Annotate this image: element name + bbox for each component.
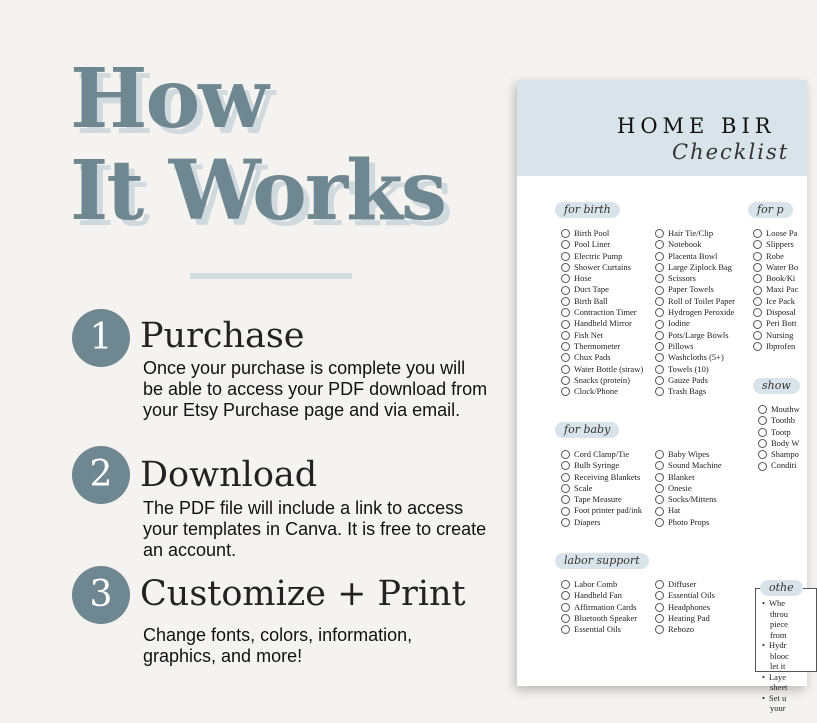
for-birth-item-label: Scissors: [668, 273, 696, 284]
labor-support-item-label: Rebozo: [668, 624, 694, 635]
title-underline: [190, 273, 352, 279]
checkbox-circle-icon: [561, 461, 570, 470]
for-birth-item-label: Handheld Mirror: [574, 318, 632, 329]
for-baby-item: [655, 517, 722, 528]
for-postpartum-item: [753, 251, 798, 262]
for-birth-item: [561, 296, 643, 307]
other-notes-list: [762, 598, 789, 714]
other-note-line: sheet: [770, 682, 788, 692]
for-postpartum-item: [753, 330, 798, 341]
for-birth-item-label: Contraction Timer: [574, 307, 637, 318]
checkbox-circle-icon: [753, 252, 762, 261]
checkbox-circle-icon: [561, 603, 570, 612]
for-birth-item: [655, 386, 735, 397]
for-birth-item: [561, 386, 643, 397]
checkbox-circle-icon: [561, 286, 570, 295]
for-birth-item: [561, 284, 643, 295]
shower-item-label: Mouthw: [771, 404, 800, 414]
for-birth-item-label: Hose: [574, 273, 592, 284]
for-birth-item-label: Notebook: [668, 239, 702, 250]
checkbox-circle-icon: [655, 518, 664, 527]
for-birth-item: [561, 307, 643, 318]
for-birth-item: [561, 318, 643, 329]
for-birth-list-1: [561, 228, 643, 397]
checkbox-circle-icon: [655, 387, 664, 396]
for-birth-item: [655, 364, 735, 375]
for-baby-item-label: Photo Props: [668, 516, 710, 527]
shower-item-label: Shampo: [771, 449, 799, 460]
for-birth-item-label: Electric Pump: [574, 250, 623, 261]
other-note-line: throu: [770, 608, 788, 619]
for-baby-item: [561, 460, 642, 471]
checkbox-circle-icon: [753, 308, 762, 317]
for-baby-item: [655, 460, 722, 471]
checkbox-circle-icon: [561, 331, 570, 340]
other-note-line: • Laye: [762, 672, 789, 683]
for-baby-item-label: Foot printer pad/ink: [574, 505, 642, 516]
checkbox-circle-icon: [655, 252, 664, 261]
step-2-title: Download: [140, 455, 318, 495]
checkbox-circle-icon: [561, 518, 570, 527]
for-birth-item-label: Placenta Bowl: [668, 250, 718, 261]
checkbox-circle-icon: [753, 331, 762, 340]
for-birth-item: [655, 352, 735, 363]
for-baby-list-1: [561, 449, 642, 528]
labor-support-list-1: [561, 579, 637, 635]
for-baby-item: [561, 483, 642, 494]
for-birth-item: [561, 341, 643, 352]
checkbox-circle-icon: [655, 274, 664, 283]
shower-item: [758, 438, 800, 449]
checkbox-circle-icon: [753, 274, 762, 283]
checkbox-circle-icon: [561, 229, 570, 238]
for-birth-item: [561, 262, 643, 273]
step-3-title: Customize + Print: [140, 574, 466, 614]
checkbox-circle-icon: [561, 263, 570, 272]
other-note-line: blooc: [770, 650, 789, 661]
for-postpartum-item: [753, 273, 798, 284]
for-birth-item-label: Fish Net: [574, 329, 604, 340]
checkbox-circle-icon: [561, 450, 570, 459]
shower-item-label: Conditi: [771, 460, 797, 471]
checkbox-circle-icon: [655, 450, 664, 459]
labor-support-item: [655, 602, 715, 613]
for-birth-item: [561, 239, 643, 250]
checkbox-circle-icon: [758, 405, 767, 414]
labor-support-item-label: Labor Comb: [574, 579, 618, 589]
for-baby-item: [655, 472, 722, 483]
checkbox-circle-icon: [561, 240, 570, 249]
for-postpartum-item: [753, 239, 798, 250]
for-birth-item: [655, 341, 735, 352]
checkbox-circle-icon: [561, 376, 570, 385]
for-birth-item-label: Water Bottle (straw): [574, 363, 644, 374]
checkbox-circle-icon: [561, 591, 570, 600]
checkbox-circle-icon: [561, 387, 570, 396]
for-baby-item-label: Onesie: [668, 482, 692, 493]
for-postpartum-item-label: Ibprofen: [766, 340, 796, 351]
for-postpartum-item: [753, 284, 798, 295]
other-note-line: • Hydr: [762, 640, 789, 651]
for-baby-item: [561, 494, 642, 505]
checkbox-circle-icon: [655, 353, 664, 362]
checkbox-circle-icon: [655, 591, 664, 600]
for-birth-item: [561, 251, 643, 262]
for-birth-item: [561, 364, 643, 375]
checkbox-circle-icon: [561, 473, 570, 482]
section-label-for-baby: for baby: [555, 422, 619, 438]
for-baby-item: [561, 505, 642, 516]
for-birth-item-label: Roll of Toilet Paper: [668, 295, 736, 306]
checkbox-circle-icon: [753, 240, 762, 249]
checkbox-circle-icon: [753, 229, 762, 238]
checkbox-circle-icon: [655, 263, 664, 272]
labor-support-item-label: Handheld Fan: [574, 590, 622, 601]
for-birth-item-label: Pool Liner: [574, 239, 611, 250]
checkbox-circle-icon: [655, 342, 664, 351]
for-birth-item: [561, 273, 643, 284]
step-2-number-badge: 2: [72, 446, 130, 504]
shower-item: [758, 415, 800, 426]
for-baby-item: [655, 449, 722, 460]
for-birth-item-label: Duct Tape: [574, 284, 609, 295]
for-birth-item: [655, 228, 735, 239]
checkbox-circle-icon: [753, 342, 762, 351]
for-birth-item: [561, 375, 643, 386]
checkbox-circle-icon: [655, 297, 664, 306]
checkbox-circle-icon: [561, 484, 570, 493]
for-birth-item-label: Paper Towels: [668, 284, 714, 295]
for-birth-item-label: Snacks (protein): [574, 374, 630, 385]
for-postpartum-item-label: Ice Pack: [766, 295, 796, 306]
for-birth-item-label: Pots/Large Bowls: [668, 329, 729, 340]
checkbox-circle-icon: [758, 416, 767, 425]
for-postpartum-item-label: Nursing: [766, 329, 794, 340]
checkbox-circle-icon: [561, 625, 570, 634]
for-postpartum-item: [753, 341, 798, 352]
other-note-line: • Whe: [762, 598, 789, 609]
page-title-line2: It Works: [70, 143, 446, 239]
checkbox-circle-icon: [753, 297, 762, 306]
section-label-labor-support: labor support: [555, 553, 649, 569]
for-birth-item-label: Hair Tie/Clip: [668, 228, 714, 238]
checkbox-circle-icon: [655, 614, 664, 623]
labor-support-item-label: Heating Pad: [668, 612, 710, 623]
labor-support-item: [655, 613, 715, 624]
for-birth-item: [655, 262, 735, 273]
for-postpartum-item-label: Peri Bott: [766, 318, 797, 329]
checkbox-circle-icon: [753, 320, 762, 329]
for-birth-item: [655, 284, 735, 295]
checkbox-circle-icon: [655, 484, 664, 493]
for-birth-item: [561, 352, 643, 363]
checkbox-circle-icon: [561, 252, 570, 261]
for-baby-item: [561, 517, 642, 528]
step-1-description: Once your purchase is complete you will be able to access your PDF download from your Etsy Purchase page and via email.: [143, 358, 488, 420]
checkbox-circle-icon: [655, 495, 664, 504]
checkbox-circle-icon: [655, 331, 664, 340]
for-baby-item: [561, 472, 642, 483]
for-baby-item-label: Socks/Mittens: [668, 494, 717, 505]
checkbox-circle-icon: [758, 428, 767, 437]
checkbox-circle-icon: [655, 365, 664, 374]
for-postpartum-item-label: Robe: [766, 250, 784, 261]
for-postpartum-item-label: Loose Pa: [766, 228, 798, 238]
section-label-for-postpartum: for p: [748, 202, 793, 218]
labor-support-list-2: [655, 579, 715, 635]
for-baby-item-label: Blanket: [668, 471, 695, 482]
checkbox-circle-icon: [561, 308, 570, 317]
for-baby-item-label: Receiving Blankets: [574, 471, 641, 482]
other-note-line: let it: [770, 661, 786, 671]
step-1-title: Purchase: [140, 316, 305, 356]
for-birth-item-label: Gauze Pads: [668, 374, 708, 385]
for-birth-item-label: Birth Ball: [574, 295, 608, 306]
shower-item-label: Toothb: [771, 415, 795, 426]
other-note-line: from: [770, 629, 787, 640]
for-birth-item: [655, 239, 735, 250]
checkbox-circle-icon: [753, 286, 762, 295]
checkbox-circle-icon: [655, 320, 664, 329]
labor-support-item: [655, 624, 715, 635]
shower-list: [758, 404, 800, 472]
other-note-line: piece: [770, 619, 788, 629]
for-postpartum-item: [753, 318, 798, 329]
for-postpartum-item-label: Slippers: [766, 239, 794, 250]
checkbox-circle-icon: [655, 240, 664, 249]
checkbox-circle-icon: [655, 473, 664, 482]
for-baby-item-label: Hat: [668, 505, 681, 516]
other-note-line: your: [770, 703, 786, 713]
for-baby-item-label: Diapers: [574, 516, 601, 527]
for-baby-item-label: Bulb Syringe: [574, 460, 620, 471]
checkbox-circle-icon: [561, 297, 570, 306]
checkbox-circle-icon: [655, 461, 664, 470]
for-birth-item: [561, 228, 643, 239]
for-baby-item: [655, 483, 722, 494]
for-birth-item: [655, 251, 735, 262]
for-baby-item-label: Scale: [574, 482, 593, 493]
for-birth-item-label: Large Ziplock Bag: [668, 261, 733, 272]
for-birth-item-label: Birth Pool: [574, 228, 610, 238]
for-baby-item-label: Tape Measure: [574, 494, 622, 505]
for-birth-item-label: Chux Pads: [574, 352, 611, 363]
sheet-title: HOME BIR: [617, 114, 776, 138]
for-baby-item: [655, 494, 722, 505]
checkbox-circle-icon: [758, 462, 767, 471]
for-postpartum-item: [753, 228, 798, 239]
labor-support-item: [561, 579, 637, 590]
for-baby-item: [561, 449, 642, 460]
for-postpartum-item-label: Book/Ki: [766, 273, 796, 284]
shower-item-label: Tootp: [771, 426, 791, 437]
checkbox-circle-icon: [561, 342, 570, 351]
for-baby-item: [655, 505, 722, 516]
other-note-line: • Set u: [762, 693, 789, 704]
shower-item: [758, 427, 800, 438]
checkbox-circle-icon: [561, 320, 570, 329]
checkbox-circle-icon: [655, 229, 664, 238]
checkbox-circle-icon: [561, 580, 570, 589]
checkbox-circle-icon: [655, 580, 664, 589]
for-birth-item: [655, 307, 735, 318]
sheet-subtitle: Checklist: [672, 140, 790, 164]
page-title-line1: How: [70, 51, 267, 147]
for-birth-item-label: Thermometer: [574, 340, 621, 351]
for-birth-item: [655, 273, 735, 284]
for-birth-item-label: Trash Bags: [668, 386, 707, 397]
shower-item: [758, 449, 800, 460]
checkbox-circle-icon: [561, 507, 570, 516]
step-2-description: The PDF file will include a link to access your templates in Canva. It is free to create an account.: [143, 498, 487, 560]
for-birth-item-label: Hydrogen Peroxide: [668, 307, 735, 318]
checkbox-circle-icon: [758, 450, 767, 459]
checkbox-circle-icon: [655, 507, 664, 516]
for-birth-item: [561, 330, 643, 341]
for-birth-item: [655, 375, 735, 386]
for-postpartum-item: [753, 296, 798, 307]
labor-support-item-label: Affirmation Cards: [574, 601, 637, 612]
for-postpartum-item-label: Water Bo: [766, 261, 799, 272]
checkbox-circle-icon: [561, 274, 570, 283]
for-birth-item-label: Washcloths (5+): [668, 352, 724, 363]
checkbox-circle-icon: [753, 263, 762, 272]
for-postpartum-item-label: Maxi Pac: [766, 284, 799, 295]
for-baby-item-label: Cord Clamp/Tie: [574, 449, 630, 459]
for-postpartum-item: [753, 262, 798, 273]
for-birth-item-label: Pillows: [668, 340, 694, 351]
checkbox-circle-icon: [655, 625, 664, 634]
for-postpartum-item-label: Disposal: [766, 307, 796, 318]
for-birth-item: [655, 318, 735, 329]
for-birth-item: [655, 330, 735, 341]
checkbox-circle-icon: [655, 376, 664, 385]
labor-support-item: [561, 602, 637, 613]
labor-support-item-label: Essential Oils: [668, 590, 715, 601]
section-label-for-birth: for birth: [555, 202, 620, 218]
labor-support-item-label: Essential Oils: [574, 624, 621, 635]
checkbox-circle-icon: [561, 353, 570, 362]
labor-support-item-label: Bluetooth Speaker: [574, 612, 638, 623]
section-label-other: othe: [760, 580, 803, 596]
for-baby-item-label: Sound Machine: [668, 460, 722, 471]
for-birth-list-2: [655, 228, 735, 397]
step-3-description: Change fonts, colors, information, graphics, and more!: [143, 625, 413, 666]
checkbox-circle-icon: [561, 614, 570, 623]
labor-support-item-label: Headphones: [668, 601, 711, 612]
for-birth-item-label: Clock/Phone: [574, 386, 618, 397]
shower-item-label: Body W: [771, 437, 800, 448]
labor-support-item: [561, 613, 637, 624]
for-baby-list-2: [655, 449, 722, 528]
for-birth-item-label: Shower Curtains: [574, 261, 631, 272]
checkbox-circle-icon: [561, 365, 570, 374]
for-baby-item-label: Baby Wipes: [668, 449, 710, 459]
labor-support-item: [561, 590, 637, 601]
step-3-number-badge: 3: [72, 566, 130, 624]
for-birth-item-label: Towels (10): [668, 363, 709, 374]
checkbox-circle-icon: [655, 603, 664, 612]
shower-item: [758, 404, 800, 415]
checkbox-circle-icon: [655, 308, 664, 317]
for-postpartum-list: [753, 228, 798, 352]
checkbox-circle-icon: [561, 495, 570, 504]
for-birth-item-label: Iodine: [668, 318, 690, 329]
labor-support-item: [561, 624, 637, 635]
labor-support-item: [655, 579, 715, 590]
section-label-shower: show: [753, 378, 800, 394]
labor-support-item: [655, 590, 715, 601]
for-birth-item: [655, 296, 735, 307]
shower-item: [758, 460, 800, 471]
labor-support-item-label: Diffuser: [668, 579, 697, 589]
step-1-number-badge: 1: [72, 309, 130, 367]
checkbox-circle-icon: [758, 439, 767, 448]
for-postpartum-item: [753, 307, 798, 318]
checklist-preview-sheet: [517, 80, 807, 713]
checkbox-circle-icon: [655, 286, 664, 295]
